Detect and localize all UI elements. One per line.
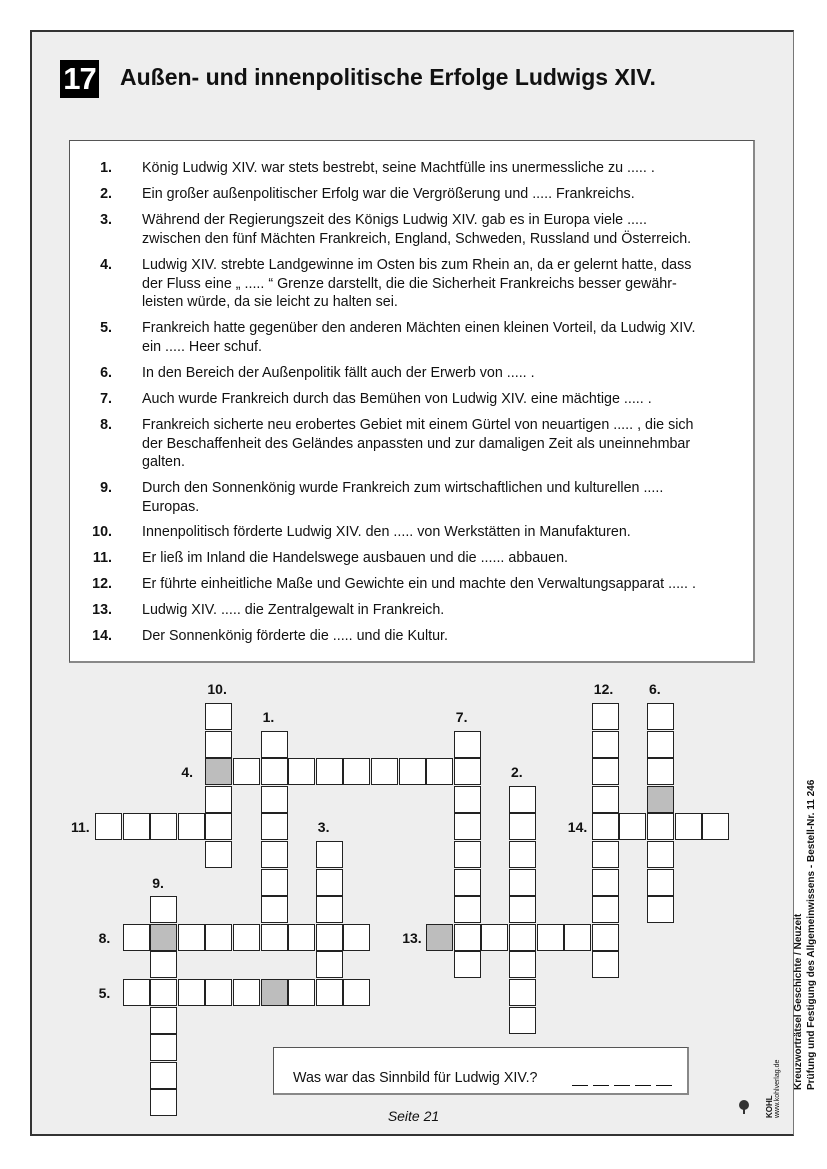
clue-text-line: galten. bbox=[142, 454, 185, 471]
grid-clue-label: 3. bbox=[317, 819, 330, 836]
crossword-cell[interactable] bbox=[261, 731, 288, 758]
crossword-cell[interactable] bbox=[316, 951, 343, 978]
crossword-cell[interactable] bbox=[316, 924, 343, 951]
clue-text-line: Frankreich sicherte neu erobertes Gebiet mit einem Gürtel von neuartigen ..... , die sich bbox=[142, 417, 694, 433]
clue-text-line: der Fluss eine „ ..... “ Grenze darstellt, die die Sicherheit Frankreichs besser gewähr- bbox=[142, 275, 677, 292]
crossword-cell[interactable] bbox=[205, 924, 232, 951]
clue-text-line: In den Bereich der Außenpolitik fällt auch der Erwerb von ..... . bbox=[142, 365, 535, 381]
clue-text bbox=[142, 211, 742, 248]
clue-text-line: Er führte einheitliche Maße und Gewichte ein und machte den Verwaltungsapparat ..... . bbox=[142, 576, 696, 592]
clue-text-line: Ein großer außenpolitischer Erfolg war die Vergrößerung und ..... Frankreichs. bbox=[142, 186, 635, 202]
crossword-cell[interactable] bbox=[454, 731, 481, 758]
clue-number: 6. bbox=[100, 365, 112, 381]
clue-text bbox=[142, 319, 742, 356]
side-line-2: Prüfung und Festigung des Allgemeinwissens - Bestell-Nr. 11 246 bbox=[806, 779, 817, 1090]
crossword-cell[interactable] bbox=[702, 813, 729, 840]
crossword-cell[interactable] bbox=[592, 924, 619, 951]
crossword-cell[interactable] bbox=[454, 951, 481, 978]
clue-text bbox=[142, 416, 742, 472]
clue-text-line: König Ludwig XIV. war stets bestrebt, seine Machtfülle ins unermessliche zu ..... . bbox=[142, 160, 655, 176]
crossword-cell[interactable] bbox=[316, 758, 343, 785]
crossword-cell[interactable] bbox=[261, 896, 288, 923]
clue-number: 7. bbox=[100, 391, 112, 407]
clue-number: 9. bbox=[100, 480, 112, 496]
crossword-cell[interactable] bbox=[509, 841, 536, 868]
grid-clue-label: 12. bbox=[593, 681, 614, 698]
solution-cell[interactable] bbox=[426, 924, 453, 951]
clue-text-line: Er ließ im Inland die Handelswege ausbauen und die ...... abbauen. bbox=[142, 550, 569, 566]
clue-text bbox=[142, 523, 742, 542]
crossword-cell[interactable] bbox=[592, 731, 619, 758]
crossword-cell[interactable] bbox=[316, 896, 343, 923]
clues-box bbox=[69, 140, 755, 663]
crossword-cell[interactable] bbox=[150, 896, 177, 923]
clue-number: 11. bbox=[92, 550, 112, 566]
clue-number: 12. bbox=[92, 576, 112, 592]
crossword-cell[interactable] bbox=[592, 951, 619, 978]
clue-number: 1. bbox=[100, 160, 112, 176]
clue-text-line: Der Sonnenkönig förderte die ..... und die Kultur. bbox=[142, 628, 448, 644]
crossword-cell[interactable] bbox=[647, 731, 674, 758]
crossword-cell[interactable] bbox=[343, 979, 370, 1006]
crossword-cell[interactable] bbox=[150, 1062, 177, 1089]
crossword-cell[interactable] bbox=[123, 979, 150, 1006]
crossword-cell[interactable] bbox=[205, 979, 232, 1006]
grid-clue-label: 14. bbox=[567, 819, 588, 836]
crossword-cell[interactable] bbox=[95, 813, 122, 840]
clue-text bbox=[142, 364, 742, 383]
crossword-cell[interactable] bbox=[261, 758, 288, 785]
clue-number: 2. bbox=[100, 186, 112, 202]
crossword-cell[interactable] bbox=[647, 703, 674, 730]
crossword-cell[interactable] bbox=[371, 758, 398, 785]
answer-blank[interactable] bbox=[614, 1085, 630, 1086]
crossword-cell[interactable] bbox=[150, 1034, 177, 1061]
crossword-cell[interactable] bbox=[647, 869, 674, 896]
clue-text-line: Europas. bbox=[142, 498, 200, 515]
crossword-cell[interactable] bbox=[619, 813, 646, 840]
clue-text bbox=[142, 575, 742, 594]
crossword-cell[interactable] bbox=[150, 1007, 177, 1034]
clue-text bbox=[142, 627, 742, 646]
crossword-cell[interactable] bbox=[288, 758, 315, 785]
crossword-cell[interactable] bbox=[205, 841, 232, 868]
crossword-cell[interactable] bbox=[288, 924, 315, 951]
clue-text-line: Auch wurde Frankreich durch das Bemühen von Ludwig XIV. eine mächtige ..... . bbox=[142, 391, 652, 407]
grid-clue-label: 4. bbox=[181, 764, 194, 781]
crossword-cell[interactable] bbox=[343, 758, 370, 785]
clue-text bbox=[142, 256, 742, 312]
clue-number: 3. bbox=[100, 212, 112, 228]
clue-number: 4. bbox=[100, 257, 112, 273]
clue-number: 13. bbox=[92, 602, 112, 618]
grid-clue-label: 9. bbox=[152, 874, 164, 891]
crossword-cell[interactable] bbox=[592, 813, 619, 840]
crossword-cell[interactable] bbox=[509, 924, 536, 951]
clue-text bbox=[142, 185, 742, 204]
crossword-cell[interactable] bbox=[454, 896, 481, 923]
clue-text-line: Ludwig XIV. strebte Landgewinne im Osten bis zum Rhein an, da er gelernt hatte, dass bbox=[142, 257, 692, 273]
crossword-cell[interactable] bbox=[647, 758, 674, 785]
crossword-cell[interactable] bbox=[261, 786, 288, 813]
side-line-1: Kreuzworträtsel Geschichte / Neuzeit bbox=[793, 913, 804, 1090]
crossword-cell[interactable] bbox=[509, 869, 536, 896]
crossword-cell[interactable] bbox=[205, 731, 232, 758]
answer-blank[interactable] bbox=[656, 1085, 672, 1086]
page-title: Außen- und innenpolitische Erfolge Ludwigs XIV. bbox=[120, 64, 656, 90]
crossword-cell[interactable] bbox=[205, 703, 232, 730]
clue-text-line: leisten würde, da sie leicht zu halten sei. bbox=[142, 294, 398, 311]
grid-clue-label: 1. bbox=[262, 709, 275, 725]
crossword-cell[interactable] bbox=[205, 758, 232, 785]
crossword-cell[interactable] bbox=[592, 869, 619, 896]
crossword-cell[interactable] bbox=[288, 979, 315, 1006]
crossword-cell[interactable] bbox=[509, 896, 536, 923]
crossword-cell[interactable] bbox=[675, 813, 702, 840]
crossword-cell[interactable] bbox=[316, 841, 343, 868]
crossword-cell[interactable] bbox=[509, 951, 536, 978]
crossword-cell[interactable] bbox=[592, 703, 619, 730]
crossword-cell[interactable] bbox=[454, 786, 481, 813]
final-question-box bbox=[273, 1047, 689, 1095]
clue-text-line: Durch den Sonnenkönig wurde Frankreich zum wirtschaftlichen und kulturellen ..... bbox=[142, 480, 664, 496]
grid-clue-label: 13. bbox=[402, 929, 422, 946]
final-question-text: Was war das Sinnbild für Ludwig XIV.? bbox=[293, 1070, 538, 1086]
publisher-url: www.kohlverlag.de bbox=[774, 1059, 781, 1118]
worksheet-number: 17 bbox=[63, 61, 96, 96]
clue-text bbox=[142, 479, 742, 516]
answer-blank[interactable] bbox=[635, 1085, 651, 1086]
crossword-cell[interactable] bbox=[150, 979, 177, 1006]
crossword-cell[interactable] bbox=[261, 869, 288, 896]
crossword-cell[interactable] bbox=[592, 896, 619, 923]
crossword-cell[interactable] bbox=[150, 951, 177, 978]
crossword-cell[interactable] bbox=[454, 841, 481, 868]
crossword-cell[interactable] bbox=[261, 841, 288, 868]
publisher-logo-icon bbox=[737, 1100, 751, 1114]
solution-cell[interactable] bbox=[647, 786, 674, 813]
page-number: Seite 21 bbox=[387, 1108, 440, 1124]
worksheet-number-badge bbox=[60, 60, 99, 98]
crossword-cell[interactable] bbox=[178, 979, 205, 1006]
crossword-cell[interactable] bbox=[233, 758, 260, 785]
crossword-cell[interactable] bbox=[592, 758, 619, 785]
crossword-cell[interactable] bbox=[343, 924, 370, 951]
clue-number: 10. bbox=[92, 524, 112, 540]
clue-number: 5. bbox=[100, 320, 112, 336]
crossword-cell[interactable] bbox=[150, 813, 177, 840]
crossword-cell[interactable] bbox=[454, 869, 481, 896]
crossword-cell[interactable] bbox=[205, 786, 232, 813]
crossword-cell[interactable] bbox=[647, 813, 674, 840]
crossword-cell[interactable] bbox=[564, 924, 591, 951]
crossword-cell[interactable] bbox=[316, 979, 343, 1006]
answer-blank[interactable] bbox=[572, 1085, 588, 1086]
clue-text bbox=[142, 549, 742, 568]
grid-clue-label: 6. bbox=[649, 681, 661, 698]
crossword-cell[interactable] bbox=[509, 813, 536, 840]
crossword-cell[interactable] bbox=[592, 841, 619, 868]
grid-clue-label: 5. bbox=[98, 985, 111, 1001]
crossword-cell[interactable] bbox=[261, 924, 288, 951]
clue-text-line: ein ..... Heer schuf. bbox=[142, 338, 262, 355]
clue-text-line: der Beschaffenheit des Geländes anpassten und zur damaligen Zeit als uneinnehmbar bbox=[142, 435, 691, 452]
clue-number: 14. bbox=[92, 628, 112, 644]
grid-clue-label: 2. bbox=[511, 764, 523, 781]
crossword-cell[interactable] bbox=[399, 758, 426, 785]
clue-text bbox=[142, 159, 742, 178]
grid-clue-label: 8. bbox=[98, 929, 111, 946]
crossword-cell[interactable] bbox=[647, 841, 674, 868]
clue-number: 8. bbox=[100, 417, 112, 433]
crossword-cell[interactable] bbox=[261, 813, 288, 840]
clue-text bbox=[142, 390, 742, 409]
answer-blank[interactable] bbox=[593, 1085, 609, 1086]
crossword-cell[interactable] bbox=[123, 924, 150, 951]
crossword-cell[interactable] bbox=[150, 924, 177, 951]
publisher-logo-text: KOHL bbox=[765, 1095, 774, 1118]
clue-text-line: Innenpolitisch förderte Ludwig XIV. den ..... von Werkstätten in Manufakturen. bbox=[142, 524, 631, 540]
crossword-cell[interactable] bbox=[233, 979, 260, 1006]
crossword-cell[interactable] bbox=[509, 979, 536, 1006]
crossword-cell[interactable] bbox=[481, 924, 508, 951]
crossword-cell[interactable] bbox=[178, 813, 205, 840]
crossword-cell[interactable] bbox=[454, 924, 481, 951]
clue-text bbox=[142, 601, 742, 620]
solution-cell[interactable] bbox=[261, 979, 288, 1006]
crossword-cell[interactable] bbox=[592, 786, 619, 813]
publisher-info bbox=[766, 1060, 782, 1118]
crossword-cell[interactable] bbox=[178, 924, 205, 951]
side-publication-info bbox=[792, 780, 818, 1090]
grid-clue-label: 10. bbox=[207, 681, 227, 698]
crossword-cell[interactable] bbox=[647, 896, 674, 923]
crossword-cell[interactable] bbox=[123, 813, 150, 840]
grid-clue-label: 11. bbox=[71, 819, 90, 836]
crossword-cell[interactable] bbox=[509, 786, 536, 813]
clue-text-line: Frankreich hatte gegenüber den anderen Mächten einen kleinen Vorteil, da Ludwig XIV. bbox=[142, 320, 696, 336]
crossword-cell[interactable] bbox=[454, 758, 481, 785]
crossword-cell[interactable] bbox=[233, 924, 260, 951]
crossword-cell[interactable] bbox=[454, 813, 481, 840]
crossword-cell[interactable] bbox=[426, 758, 453, 785]
crossword-cell[interactable] bbox=[205, 813, 232, 840]
crossword-cell[interactable] bbox=[537, 924, 564, 951]
crossword-cell[interactable] bbox=[509, 1007, 536, 1034]
clue-text-line: Während der Regierungszeit des Königs Ludwig XIV. gab es in Europa viele ..... bbox=[142, 212, 647, 228]
clue-text-line: zwischen den fünf Mächten Frankreich, England, Schweden, Russland und Österreich. bbox=[142, 230, 692, 247]
grid-clue-label: 7. bbox=[455, 709, 468, 725]
clue-text-line: Ludwig XIV. ..... die Zentralgewalt in Frankreich. bbox=[142, 602, 445, 618]
crossword-cell[interactable] bbox=[316, 869, 343, 896]
